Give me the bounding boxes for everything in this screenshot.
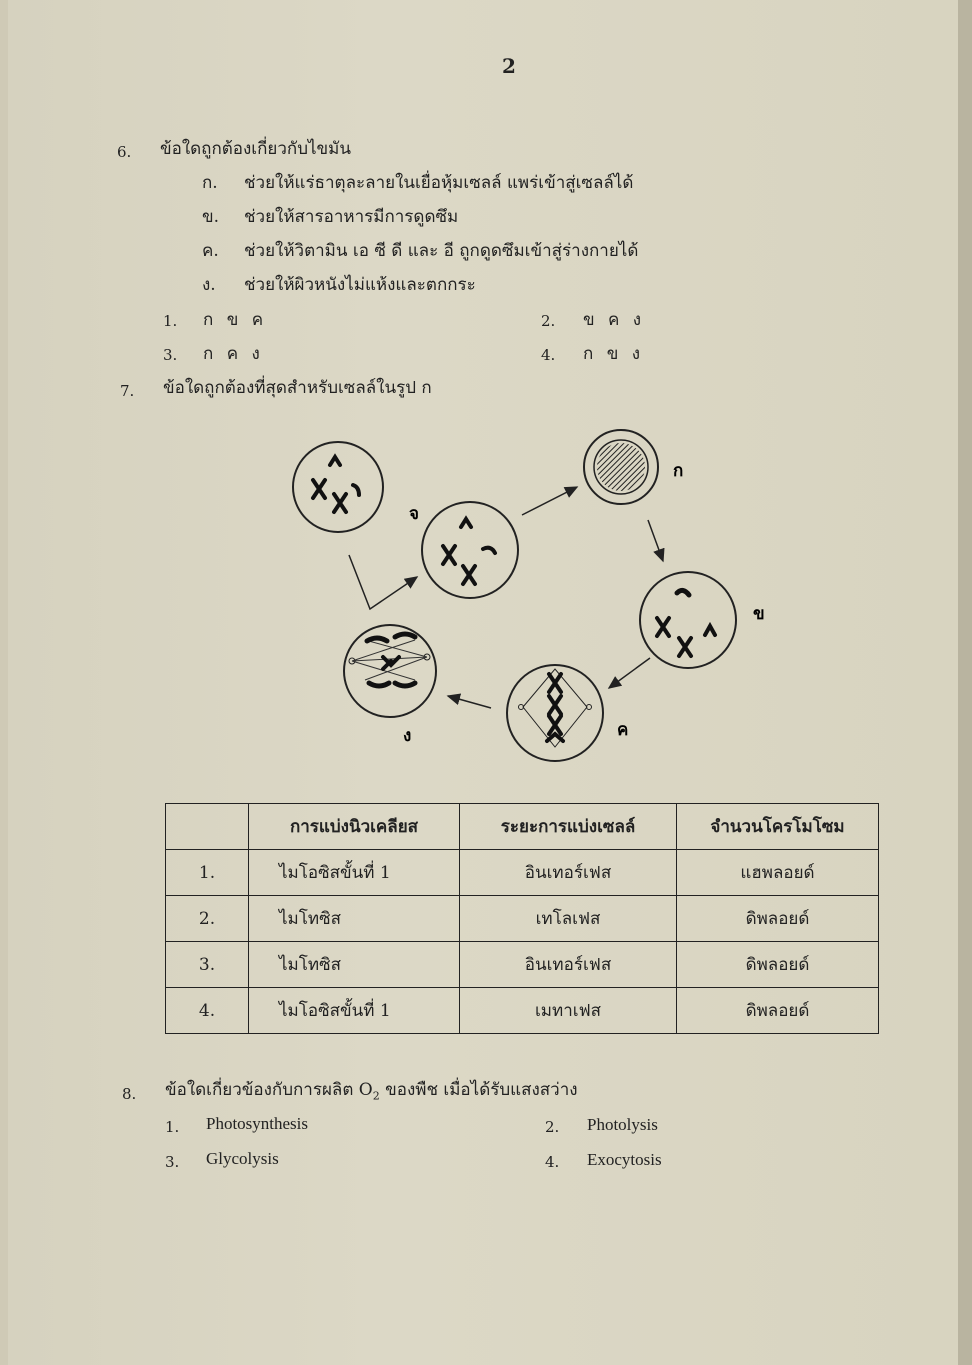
q6-choice-text: ข ค ง (583, 310, 642, 330)
q8-question (165, 1080, 578, 1106)
cell-a (584, 430, 658, 504)
q8-number: 8. (122, 1085, 137, 1103)
table-cell: 3. (166, 942, 249, 988)
table-header: จำนวนโครโมโซม (677, 804, 879, 850)
cycle-arrows (349, 487, 663, 708)
q6-choice-num: 4. (541, 346, 556, 364)
page-edge (958, 0, 972, 1365)
page-number: 2 (502, 54, 516, 78)
label-a: ก (673, 461, 684, 481)
table-cell: เมทาเฟส (460, 988, 677, 1034)
q7-question: ข้อใดถูกต้องที่สุดสำหรับเซลล์ในรูป ก (163, 378, 432, 398)
q6-item-letter: ข. (202, 207, 220, 227)
table-cell: 4. (166, 988, 249, 1034)
q8-choice-num: 4. (545, 1153, 560, 1171)
table-cell: อินเทอร์เฟส (460, 942, 677, 988)
q6-number: 6. (117, 143, 132, 161)
q7-number: 7. (120, 382, 135, 400)
label-c: ค (617, 720, 629, 740)
table-cell: ไมโอซิสขั้นที่ 1 (249, 988, 460, 1034)
q6-question: ข้อใดถูกต้องเกี่ยวกับไขมัน (160, 139, 352, 159)
q8-choice-text: Exocytosis (587, 1150, 662, 1169)
table-cell: แฮพลอยด์ (677, 850, 879, 896)
table-header-row (166, 804, 879, 850)
q6-item-letter: ง. (202, 275, 216, 295)
q8-question-suffix: ของพืช เมื่อได้รับแสงสว่าง (385, 1080, 578, 1100)
cell-d (344, 625, 436, 717)
table-cell: ไมโทซิส (249, 896, 460, 942)
label-b: ข (753, 604, 765, 624)
table-cell: ดิพลอยด์ (677, 942, 879, 988)
table-header: ระยะการแบ่งเซลล์ (460, 804, 677, 850)
answer-table (165, 803, 879, 1034)
table-cell: 2. (166, 896, 249, 942)
q8-choice-text: Glycolysis (206, 1149, 279, 1168)
q6-choice-num: 1. (163, 312, 178, 330)
table-header: การแบ่งนิวเคลียส (249, 804, 460, 850)
q6-choice-text: ก ข ง (583, 344, 641, 364)
table-header (166, 804, 249, 850)
label-d: ง (403, 726, 412, 746)
cell-e (293, 442, 383, 532)
cell-b (640, 572, 736, 668)
table-cell: อินเทอร์เฟส (460, 850, 677, 896)
cell-c (507, 665, 603, 761)
q6-choice-num: 3. (163, 346, 178, 364)
q6-item-text: ช่วยให้แร่ธาตุละลายในเยื่อหุ้มเซลล์ แพร่เข้าสู่เซลล์ได้ (244, 173, 634, 193)
q6-item-letter: ค. (202, 241, 219, 261)
table-cell: ไมโทซิส (249, 942, 460, 988)
q6-item-text: ช่วยให้ผิวหนังไม่แห้งและตกกระ (244, 275, 476, 295)
label-e: จ (409, 504, 419, 524)
q8-choice-text: Photolysis (587, 1115, 658, 1134)
cell-center (422, 502, 518, 598)
table-cell: ดิพลอยด์ (677, 988, 879, 1034)
table-row (166, 896, 879, 942)
q6-choice-num: 2. (541, 312, 556, 330)
table-cell: 1. (166, 850, 249, 896)
table-cell: ดิพลอยด์ (677, 896, 879, 942)
q6-item-text: ช่วยให้วิตามิน เอ ซี ดี และ อี ถูกดูดซึมเข้าสู่ร่างกายได้ (244, 241, 639, 261)
q8-choice-num: 3. (165, 1153, 180, 1171)
table-cell: ไมโอซิสขั้นที่ 1 (249, 850, 460, 896)
q8-choice-num: 2. (545, 1118, 560, 1136)
q8-choice-num: 1. (165, 1118, 180, 1136)
q6-choice-text: ก ค ง (203, 344, 260, 364)
table-cell: เทโลเฟส (460, 896, 677, 942)
table-row (166, 850, 879, 896)
cell-cycle-diagram (285, 425, 805, 770)
q6-item-letter: ก. (202, 173, 218, 193)
q6-item-text: ช่วยให้สารอาหารมีการดูดซึม (244, 207, 459, 227)
q8-question-subscript: 2 (372, 1089, 380, 1103)
table-row (166, 942, 879, 988)
table-row (166, 988, 879, 1034)
q8-question-prefix: ข้อใดเกี่ยวข้องกับการผลิต O (165, 1080, 373, 1100)
q6-choice-text: ก ข ค (203, 310, 264, 330)
q8-choice-text: Photosynthesis (206, 1114, 309, 1133)
